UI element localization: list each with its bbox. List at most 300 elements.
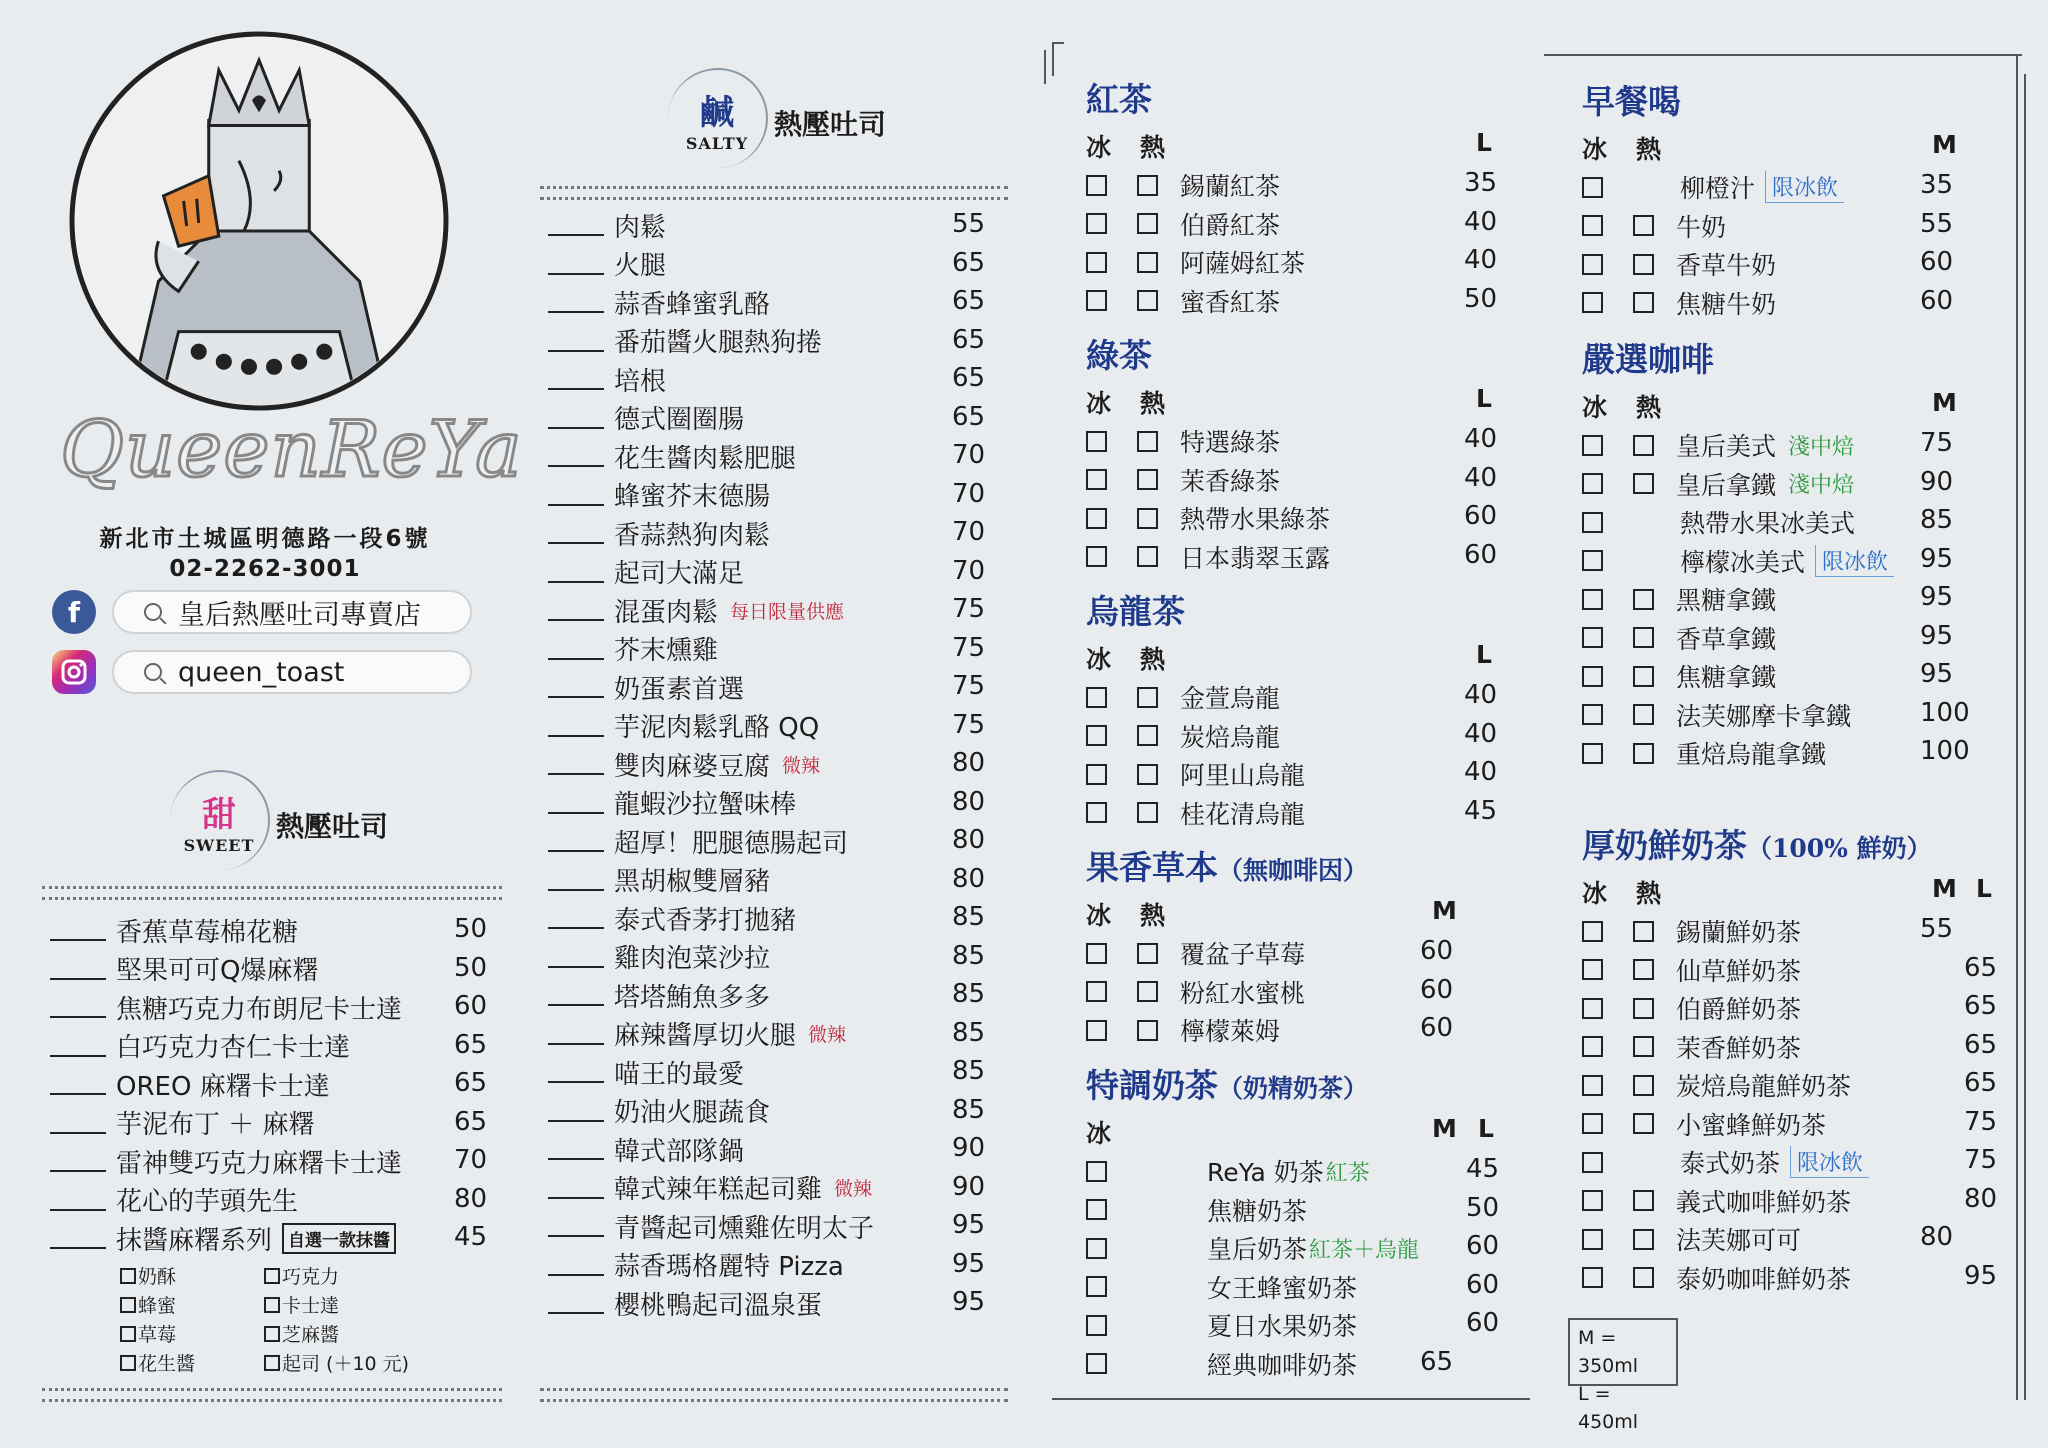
quantity-blank[interactable] bbox=[548, 522, 604, 544]
drink-name: 茉香綠茶 bbox=[1180, 466, 1281, 496]
quantity-blank[interactable] bbox=[548, 484, 604, 506]
drink-item[interactable] bbox=[1582, 503, 1855, 541]
menu-item[interactable] bbox=[548, 206, 666, 244]
cold-checkbox[interactable] bbox=[1582, 1152, 1603, 1173]
menu-item[interactable] bbox=[548, 1092, 770, 1130]
hot-checkbox[interactable] bbox=[1137, 469, 1158, 490]
item-price: 85 bbox=[952, 902, 986, 932]
drink-item[interactable] bbox=[1086, 499, 1330, 537]
menu-item[interactable] bbox=[548, 1053, 744, 1091]
drink-note: 淺中焙 bbox=[1788, 473, 1855, 498]
spread-option[interactable] bbox=[120, 1349, 195, 1376]
menu-item[interactable] bbox=[548, 1169, 872, 1207]
instagram-link[interactable] bbox=[52, 648, 472, 696]
quantity-blank[interactable] bbox=[50, 1112, 106, 1134]
hot-column-header: 熱 bbox=[1140, 133, 1166, 162]
drink-price-m: 65 bbox=[1420, 1346, 1454, 1377]
spread-option[interactable] bbox=[120, 1262, 176, 1289]
cold-checkbox[interactable] bbox=[1086, 1199, 1107, 1220]
hot-checkbox[interactable] bbox=[1633, 998, 1654, 1019]
checkbox[interactable] bbox=[120, 1268, 136, 1284]
hot-checkbox[interactable] bbox=[1137, 546, 1158, 567]
hot-checkbox[interactable] bbox=[1137, 431, 1158, 452]
checkbox[interactable] bbox=[264, 1268, 280, 1284]
quantity-blank[interactable] bbox=[50, 1073, 106, 1095]
drink-item[interactable] bbox=[1582, 168, 1844, 206]
menu-item[interactable] bbox=[50, 1181, 298, 1219]
drink-name: 炭焙烏龍 bbox=[1180, 722, 1281, 752]
item-price: 65 bbox=[952, 363, 986, 393]
search-icon bbox=[144, 603, 162, 621]
menu-item[interactable] bbox=[548, 591, 844, 629]
hot-column-header: 熱 bbox=[1636, 879, 1662, 908]
store-address: 新北市土城區明德路一段6號 bbox=[99, 526, 431, 552]
drink-item[interactable] bbox=[1582, 542, 1894, 580]
cold-checkbox[interactable] bbox=[1086, 1238, 1107, 1259]
drink-item[interactable] bbox=[1086, 1345, 1357, 1383]
cold-checkbox[interactable] bbox=[1582, 959, 1603, 980]
drink-item[interactable] bbox=[1582, 989, 1801, 1027]
menu-item[interactable] bbox=[548, 283, 770, 321]
cold-checkbox[interactable] bbox=[1086, 213, 1107, 234]
menu-item[interactable] bbox=[548, 1246, 844, 1284]
spread-option[interactable] bbox=[264, 1291, 339, 1318]
quantity-blank[interactable] bbox=[50, 1227, 106, 1249]
drink-price-l: 80 bbox=[1964, 1183, 1998, 1214]
drink-name: 法芙娜可可 bbox=[1676, 1226, 1802, 1255]
hot-checkbox[interactable] bbox=[1137, 687, 1158, 708]
drink-price: 75 bbox=[1920, 428, 1954, 458]
cold-checkbox[interactable] bbox=[1582, 666, 1603, 687]
menu-item[interactable] bbox=[50, 950, 318, 988]
drink-item[interactable] bbox=[1086, 282, 1280, 320]
cold-checkbox[interactable] bbox=[1086, 252, 1107, 273]
cold-checkbox[interactable] bbox=[1086, 1276, 1107, 1297]
quantity-blank[interactable] bbox=[548, 753, 604, 775]
drink-item[interactable] bbox=[1582, 207, 1726, 245]
hot-checkbox[interactable] bbox=[1137, 252, 1158, 273]
quantity-blank[interactable] bbox=[548, 1292, 604, 1314]
menu-item[interactable] bbox=[548, 668, 744, 706]
drink-name: 夏日水果奶茶 bbox=[1207, 1312, 1358, 1341]
cold-checkbox[interactable] bbox=[1582, 589, 1603, 610]
drink-price-l: 75 bbox=[1964, 1145, 1998, 1175]
menu-item[interactable] bbox=[50, 1065, 330, 1103]
spread-option[interactable] bbox=[120, 1320, 176, 1347]
hot-checkbox[interactable] bbox=[1633, 1075, 1654, 1096]
drink-item[interactable] bbox=[1086, 166, 1280, 204]
drink-item[interactable] bbox=[1086, 717, 1280, 755]
menu-item[interactable] bbox=[548, 822, 848, 860]
cold-checkbox[interactable] bbox=[1086, 175, 1107, 196]
menu-item[interactable] bbox=[548, 899, 796, 937]
hot-checkbox[interactable] bbox=[1633, 627, 1654, 648]
menu-item[interactable] bbox=[50, 1104, 315, 1142]
spread-option[interactable] bbox=[264, 1262, 339, 1289]
drink-item[interactable] bbox=[1582, 1105, 1826, 1143]
cold-checkbox[interactable] bbox=[1582, 177, 1603, 198]
quantity-blank[interactable] bbox=[548, 214, 604, 236]
drink-item[interactable] bbox=[1582, 1259, 1851, 1297]
quantity-blank[interactable] bbox=[50, 919, 106, 941]
cold-checkbox[interactable] bbox=[1582, 627, 1603, 648]
cold-checkbox[interactable] bbox=[1086, 1020, 1107, 1041]
cold-checkbox[interactable] bbox=[1086, 943, 1107, 964]
hot-checkbox[interactable] bbox=[1633, 704, 1654, 725]
drink-price: 60 bbox=[1464, 539, 1498, 570]
hot-checkbox[interactable] bbox=[1633, 1190, 1654, 1211]
menu-item[interactable] bbox=[548, 976, 770, 1014]
cold-checkbox[interactable] bbox=[1582, 921, 1603, 942]
hot-checkbox[interactable] bbox=[1137, 175, 1158, 196]
menu-item[interactable] bbox=[548, 938, 770, 976]
drink-item[interactable] bbox=[1582, 1220, 1801, 1258]
hot-checkbox[interactable] bbox=[1137, 802, 1158, 823]
hot-checkbox[interactable] bbox=[1137, 981, 1158, 1002]
drink-name: 仙草鮮奶茶 bbox=[1676, 956, 1802, 986]
cold-checkbox[interactable] bbox=[1582, 1036, 1603, 1057]
size-column-header: L bbox=[1476, 128, 1492, 157]
drink-item[interactable] bbox=[1086, 794, 1305, 832]
menu-item[interactable] bbox=[50, 911, 298, 949]
cold-checkbox[interactable] bbox=[1086, 981, 1107, 1002]
menu-item[interactable] bbox=[548, 360, 666, 398]
sweet-section-title: 熱壓吐司 bbox=[276, 810, 389, 843]
drink-name: 皇后奶茶 bbox=[1207, 1235, 1308, 1264]
hot-checkbox[interactable] bbox=[1633, 1267, 1654, 1288]
item-name: 黑胡椒雙層豬 bbox=[614, 867, 771, 897]
cold-checkbox[interactable] bbox=[1582, 550, 1603, 571]
item-name: 德式圈圈腸 bbox=[614, 405, 745, 435]
drink-item[interactable] bbox=[1582, 1028, 1801, 1066]
hot-checkbox[interactable] bbox=[1137, 943, 1158, 964]
item-price: 70 bbox=[952, 517, 986, 547]
drink-item[interactable] bbox=[1582, 1143, 1869, 1181]
cold-checkbox[interactable] bbox=[1086, 431, 1107, 452]
hot-checkbox[interactable] bbox=[1633, 921, 1654, 942]
checkbox[interactable] bbox=[120, 1355, 136, 1371]
hot-checkbox[interactable] bbox=[1137, 213, 1158, 234]
menu-item[interactable] bbox=[548, 1015, 846, 1053]
drink-item[interactable] bbox=[1582, 951, 1801, 989]
cold-checkbox[interactable] bbox=[1582, 1267, 1603, 1288]
quantity-blank[interactable] bbox=[50, 1035, 106, 1057]
quantity-blank[interactable] bbox=[548, 291, 604, 313]
menu-item[interactable] bbox=[548, 1207, 874, 1245]
hot-checkbox[interactable] bbox=[1633, 1036, 1654, 1057]
drink-item[interactable] bbox=[1582, 734, 1826, 772]
item-name: 混蛋肉鬆 bbox=[614, 597, 719, 628]
size-m-legend: M = 350ml bbox=[1578, 1327, 1639, 1377]
menu-item[interactable] bbox=[548, 514, 770, 552]
divider bbox=[42, 1388, 502, 1402]
item-price: 90 bbox=[952, 1171, 986, 1202]
checkbox[interactable] bbox=[120, 1326, 136, 1342]
quantity-blank[interactable] bbox=[548, 407, 604, 429]
quantity-blank[interactable] bbox=[548, 984, 604, 1006]
quantity-blank[interactable] bbox=[548, 869, 604, 891]
quantity-blank[interactable] bbox=[548, 1215, 604, 1237]
menu-item[interactable] bbox=[50, 1142, 402, 1180]
bracket-bottom bbox=[1052, 1398, 1530, 1400]
hot-checkbox[interactable] bbox=[1137, 290, 1158, 311]
drink-item[interactable] bbox=[1086, 422, 1280, 460]
drink-item[interactable] bbox=[1086, 1011, 1280, 1049]
sweet-section-header bbox=[170, 770, 388, 870]
cold-checkbox[interactable] bbox=[1086, 1353, 1107, 1374]
checkbox[interactable] bbox=[264, 1326, 280, 1342]
hot-checkbox[interactable] bbox=[1633, 589, 1654, 610]
hot-column-header: 熱 bbox=[1140, 645, 1166, 674]
drink-name: 焦糖奶茶 bbox=[1207, 1196, 1308, 1226]
drink-price: 90 bbox=[1920, 466, 1954, 497]
quantity-blank[interactable] bbox=[548, 330, 604, 352]
cold-checkbox[interactable] bbox=[1582, 473, 1603, 494]
drink-item[interactable] bbox=[1086, 1191, 1307, 1229]
item-price: 85 bbox=[952, 979, 986, 1009]
menu-item[interactable] bbox=[548, 437, 796, 475]
quantity-blank[interactable] bbox=[548, 715, 604, 737]
cold-checkbox[interactable] bbox=[1086, 546, 1107, 567]
drink-item[interactable] bbox=[1086, 973, 1305, 1011]
drink-item[interactable] bbox=[1086, 243, 1305, 281]
menu-item[interactable] bbox=[50, 988, 402, 1026]
drink-price: 60 bbox=[1420, 974, 1454, 1005]
drink-item[interactable] bbox=[1582, 1182, 1851, 1220]
drink-name: 女王蜂蜜奶茶 bbox=[1207, 1273, 1358, 1303]
item-name: 花生醬肉鬆肥腿 bbox=[614, 443, 797, 474]
quantity-blank[interactable] bbox=[548, 1254, 604, 1276]
menu-item[interactable] bbox=[548, 399, 744, 437]
cold-checkbox[interactable] bbox=[1086, 508, 1107, 529]
menu-item[interactable] bbox=[548, 707, 819, 745]
cold-checkbox[interactable] bbox=[1582, 704, 1603, 725]
cold-checkbox[interactable] bbox=[1582, 292, 1603, 313]
drink-name: 日本翡翠玉露 bbox=[1180, 543, 1331, 573]
quantity-blank[interactable] bbox=[548, 599, 604, 621]
cold-checkbox[interactable] bbox=[1582, 1113, 1603, 1134]
cold-column-header: 冰 bbox=[1582, 879, 1608, 908]
spread-option[interactable] bbox=[264, 1320, 339, 1347]
quantity-blank[interactable] bbox=[548, 946, 604, 968]
cold-checkbox[interactable] bbox=[1086, 290, 1107, 311]
hot-checkbox[interactable] bbox=[1633, 959, 1654, 980]
drink-item[interactable] bbox=[1582, 912, 1801, 950]
item-price: 95 bbox=[952, 1248, 986, 1279]
menu-item[interactable] bbox=[548, 861, 770, 899]
size-column-header: M bbox=[1432, 896, 1457, 925]
drink-item[interactable] bbox=[1582, 657, 1776, 695]
drink-item[interactable] bbox=[1582, 580, 1776, 618]
drink-item[interactable] bbox=[1582, 619, 1776, 657]
cold-checkbox[interactable] bbox=[1582, 254, 1603, 275]
hot-checkbox[interactable] bbox=[1633, 1113, 1654, 1134]
quantity-blank[interactable] bbox=[50, 996, 106, 1018]
drink-item[interactable] bbox=[1582, 245, 1776, 283]
menu-item[interactable] bbox=[548, 245, 666, 283]
cold-checkbox[interactable] bbox=[1086, 725, 1107, 746]
heading-subtitle: （無咖啡因） bbox=[1218, 856, 1369, 885]
drink-item[interactable] bbox=[1582, 696, 1851, 734]
drink-price: 95 bbox=[1920, 582, 1954, 612]
drink-note: 紅茶 bbox=[1325, 1160, 1370, 1186]
item-price: 80 bbox=[952, 786, 986, 817]
drink-price: 95 bbox=[1920, 659, 1954, 689]
drink-price: 40 bbox=[1464, 424, 1498, 454]
cold-checkbox[interactable] bbox=[1582, 435, 1603, 456]
drink-item[interactable] bbox=[1086, 538, 1330, 576]
drink-name: 法芙娜摩卡拿鐵 bbox=[1676, 701, 1852, 731]
hot-checkbox[interactable] bbox=[1633, 254, 1654, 275]
drink-price: 40 bbox=[1464, 245, 1498, 275]
quantity-blank[interactable] bbox=[548, 1100, 604, 1122]
drink-item[interactable] bbox=[1086, 205, 1280, 243]
menu-item[interactable] bbox=[50, 1219, 396, 1257]
divider bbox=[540, 1388, 1008, 1402]
facebook-search-box[interactable] bbox=[112, 590, 472, 634]
quantity-blank[interactable] bbox=[548, 830, 604, 852]
hot-checkbox[interactable] bbox=[1633, 1229, 1654, 1250]
cold-checkbox[interactable] bbox=[1582, 1229, 1603, 1250]
quantity-blank[interactable] bbox=[548, 907, 604, 929]
item-name: 白巧克力杏仁卡士達 bbox=[116, 1033, 351, 1063]
quantity-blank[interactable] bbox=[548, 368, 604, 390]
item-name: 焦糖巧克力布朗尼卡士達 bbox=[116, 994, 403, 1025]
item-name: 韓式辣年糕起司雞 bbox=[614, 1175, 823, 1205]
hot-checkbox[interactable] bbox=[1137, 508, 1158, 529]
cold-checkbox[interactable] bbox=[1582, 743, 1603, 764]
spread-option[interactable] bbox=[264, 1349, 409, 1376]
drink-item[interactable] bbox=[1086, 1306, 1357, 1344]
instagram-search-box[interactable] bbox=[112, 650, 472, 694]
facebook-link[interactable] bbox=[52, 588, 472, 636]
hot-checkbox[interactable] bbox=[1633, 215, 1654, 236]
drink-item[interactable] bbox=[1086, 1268, 1357, 1306]
cold-checkbox[interactable] bbox=[1582, 1190, 1603, 1211]
hot-checkbox[interactable] bbox=[1137, 725, 1158, 746]
checkbox[interactable] bbox=[264, 1297, 280, 1313]
drink-price-l: 60 bbox=[1466, 1269, 1500, 1300]
item-price: 50 bbox=[454, 914, 488, 944]
drink-price: 100 bbox=[1920, 736, 1970, 766]
drink-note: 限冰飲 bbox=[1765, 171, 1844, 203]
menu-item[interactable] bbox=[548, 784, 796, 822]
menu-item[interactable] bbox=[548, 745, 820, 783]
salty-badge-char: 鹹 bbox=[700, 93, 734, 133]
quantity-blank[interactable] bbox=[548, 676, 604, 698]
checkbox[interactable] bbox=[120, 1297, 136, 1313]
drink-price: 55 bbox=[1920, 208, 1954, 239]
cold-checkbox[interactable] bbox=[1582, 998, 1603, 1019]
item-name: 櫻桃鴨起司溫泉蛋 bbox=[614, 1290, 823, 1321]
cold-checkbox[interactable] bbox=[1086, 802, 1107, 823]
hot-checkbox[interactable] bbox=[1633, 743, 1654, 764]
menu-item[interactable] bbox=[548, 1284, 822, 1322]
option-label: 芝麻醬 bbox=[282, 1324, 340, 1346]
item-note: 微辣 bbox=[834, 1178, 873, 1200]
drink-item[interactable] bbox=[1086, 934, 1305, 972]
drink-item[interactable] bbox=[1582, 1066, 1851, 1104]
hot-checkbox[interactable] bbox=[1633, 435, 1654, 456]
drink-price: 100 bbox=[1920, 697, 1970, 728]
cold-checkbox[interactable] bbox=[1086, 469, 1107, 490]
heading-title: 特調奶茶 bbox=[1086, 1066, 1218, 1105]
cold-checkbox[interactable] bbox=[1582, 1075, 1603, 1096]
cold-checkbox[interactable] bbox=[1086, 1315, 1107, 1336]
item-price: 95 bbox=[952, 1210, 986, 1240]
divider bbox=[42, 886, 502, 900]
drink-item[interactable] bbox=[1582, 465, 1854, 503]
spread-option[interactable] bbox=[120, 1291, 176, 1318]
sweet-badge-sub: SWEET bbox=[183, 836, 255, 855]
drink-price: 95 bbox=[1920, 543, 1954, 574]
drink-name: 焦糖牛奶 bbox=[1676, 289, 1777, 319]
hot-checkbox[interactable] bbox=[1633, 473, 1654, 494]
hot-checkbox[interactable] bbox=[1633, 292, 1654, 313]
quantity-blank[interactable] bbox=[548, 561, 604, 583]
menu-item[interactable] bbox=[548, 322, 822, 360]
quantity-blank[interactable] bbox=[548, 253, 604, 275]
item-name: 培根 bbox=[614, 366, 667, 397]
quantity-blank[interactable] bbox=[548, 638, 604, 660]
drink-item[interactable] bbox=[1086, 755, 1305, 793]
cold-checkbox[interactable] bbox=[1086, 687, 1107, 708]
quantity-blank[interactable] bbox=[548, 1138, 604, 1160]
heading-title: 果香草本 bbox=[1086, 848, 1218, 887]
quantity-blank[interactable] bbox=[548, 1177, 604, 1199]
drink-price-m: 55 bbox=[1920, 914, 1954, 944]
menu-item[interactable] bbox=[548, 1130, 744, 1168]
quantity-blank[interactable] bbox=[548, 445, 604, 467]
quantity-blank[interactable] bbox=[548, 792, 604, 814]
heading-title: 嚴選咖啡 bbox=[1582, 340, 1714, 379]
drink-name: 焦糖拿鐵 bbox=[1676, 663, 1777, 692]
hot-column-header: 熱 bbox=[1140, 389, 1166, 418]
drink-item[interactable] bbox=[1086, 461, 1280, 499]
cold-checkbox[interactable] bbox=[1086, 1161, 1107, 1182]
drink-item[interactable] bbox=[1582, 284, 1776, 322]
drink-item[interactable] bbox=[1086, 1229, 1419, 1267]
hot-checkbox[interactable] bbox=[1137, 1020, 1158, 1041]
menu-item[interactable] bbox=[50, 1027, 350, 1065]
drink-name: 皇后拿鐵 bbox=[1676, 470, 1777, 500]
brand-text: QueenReYa bbox=[60, 405, 523, 495]
menu-item[interactable] bbox=[548, 476, 770, 514]
hot-checkbox[interactable] bbox=[1137, 764, 1158, 785]
hot-checkbox[interactable] bbox=[1633, 666, 1654, 687]
size-column-header: M bbox=[1932, 130, 1957, 159]
menu-item[interactable] bbox=[548, 630, 718, 668]
drink-item[interactable] bbox=[1582, 426, 1854, 464]
menu-item[interactable] bbox=[548, 553, 744, 591]
item-price: 80 bbox=[952, 863, 986, 894]
cold-checkbox[interactable] bbox=[1582, 215, 1603, 236]
cold-checkbox[interactable] bbox=[1086, 764, 1107, 785]
quantity-blank[interactable] bbox=[548, 1023, 604, 1045]
checkbox[interactable] bbox=[264, 1355, 280, 1371]
drink-price-l: 65 bbox=[1964, 952, 1998, 983]
cold-checkbox[interactable] bbox=[1582, 512, 1603, 533]
drink-item[interactable] bbox=[1086, 678, 1280, 716]
quantity-blank[interactable] bbox=[50, 1189, 106, 1211]
quantity-blank[interactable] bbox=[50, 1150, 106, 1172]
cold-column-header: 冰 bbox=[1086, 901, 1112, 930]
quantity-blank[interactable] bbox=[548, 1061, 604, 1083]
drink-item[interactable] bbox=[1086, 1152, 1370, 1190]
brand-logotype bbox=[60, 400, 523, 520]
quantity-blank[interactable] bbox=[50, 958, 106, 980]
drink-price: 40 bbox=[1464, 462, 1498, 493]
